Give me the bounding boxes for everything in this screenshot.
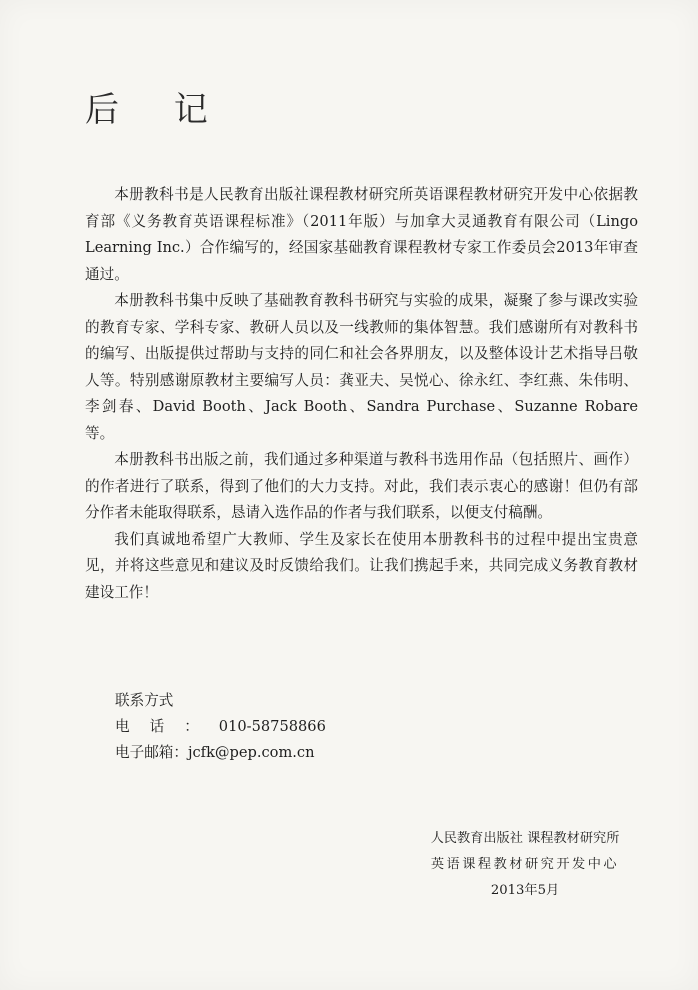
paragraph-3: 本册教科书出版之前，我们通过多种渠道与教科书选用作品（包括照片、画作）的作者进行了联系，得到了他们的大力支持。对此，我们表示衷心的感谢！但仍有部分作者未能取得联系，恳请入选作品的作者与我们联系，以便支付稿酬。 [85, 451, 638, 521]
paragraph-4: 我们真诚地希望广大教师、学生及家长在使用本册教科书的过程中提出宝贵意见，并将这些意见和建议及时反馈给我们。让我们携起手来，共同完成义务教育教材建设工作！ [85, 530, 638, 601]
afterword-body [85, 182, 638, 606]
paragraph-2: 本册教科书集中反映了基础教育教科书研究与实验的成果，凝聚了参与课改实验的教育专家、学科专家、教研人员以及一线教师的集体智慧。我们感谢所有对教科书的编写、出版提供过帮助与支持的同仁和社会各界朋友，以及整体设计艺术指导吕敬人等。特别感谢原教材主要编写人员：龚亚夫、吴悦心、徐永红、李红燕、朱伟明、李剑春、David Booth、Jack Booth、Sandra Purchase、Suzanne Robare 等。 [85, 292, 638, 442]
contact-email-row [115, 740, 326, 766]
contact-info [115, 688, 326, 766]
email-label: 电子邮箱： [115, 744, 188, 761]
email-value: jcfk@pep.com.cn [187, 744, 315, 761]
publisher-line-1: 人民教育出版社 课程教材研究所 [430, 831, 620, 846]
publisher-line-2: 英语课程教材研究开发中心 [430, 857, 620, 872]
page-title: 后 记 [85, 90, 230, 130]
phone-value: 010-58758866 [218, 718, 326, 735]
paragraph-1: 本册教科书是人民教育出版社课程教材研究所英语课程教材研究开发中心依据教育部《义务教育英语课程标准》（2011年版）与加拿大灵通教育有限公司（Lingo Learning Inc.）合作编写的，经国家基础教育课程教材专家工作委员会2013年审查通过。 [85, 186, 638, 283]
publisher-signature [410, 826, 640, 904]
contact-heading: 联系方式 [115, 692, 174, 709]
publish-date: 2013年5月 [490, 883, 560, 898]
phone-label: 电话： [115, 718, 219, 735]
contact-phone-row [115, 714, 326, 740]
